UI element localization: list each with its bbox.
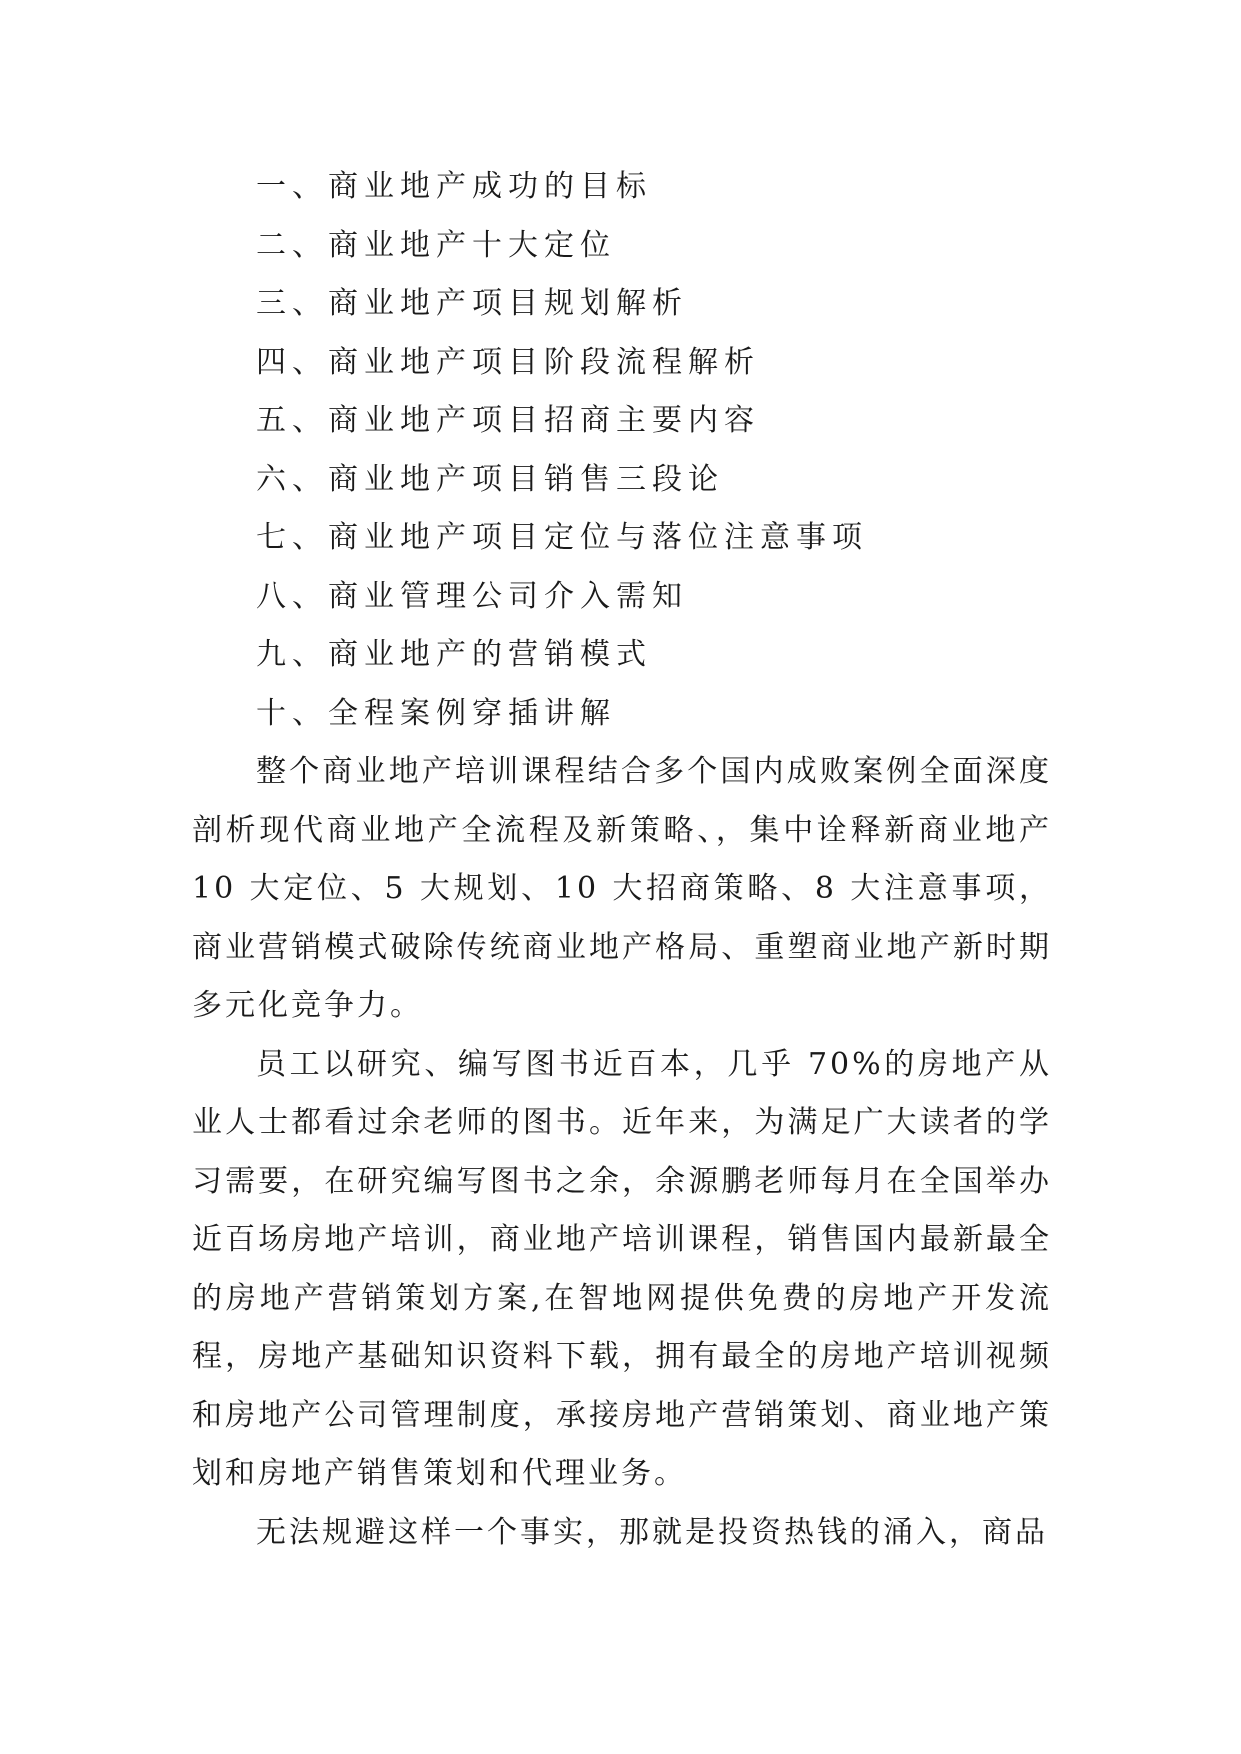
outline-item-7: 七、商业地产项目定位与落位注意事项 (256, 520, 868, 555)
document-body (192, 158, 1052, 1562)
course-outline-list (192, 158, 1052, 743)
paragraph-author-intro: 员工以研究、编写图书近百本，几乎 70%的房地产从业人士都看过余老师的图书。近年来，为满足广大读者的学习需要，在研究编写图书之余，余源鹏老师每月在全国举办近百场房地产培训，商业地产培训课程，销售国内最新最全的房地产营销策划方案,在智地网提供免费的房地产开发流程，房地产基础知识资料下载，拥有最全的房地产培训视频和房地产公司管理制度，承接房地产营销策划、商业地产策划和房地产销售策划和代理业务。 (192, 1046, 1052, 1491)
outline-item-5: 五、商业地产项目招商主要内容 (256, 403, 760, 438)
outline-item-8: 八、商业管理公司介入需知 (256, 578, 688, 614)
outline-item-2: 二、商业地产十大定位 (256, 227, 616, 263)
outline-item-4: 四、商业地产项目阶段流程解析 (256, 344, 760, 380)
outline-item-9: 九、商业地产的营销模式 (256, 637, 652, 672)
paragraph-course-summary: 整个商业地产培训课程结合多个国内成败案例全面深度剖析现代商业地产全流程及新策略、，集中诠释新商业地产 10 大定位、5 大规划、10 大招商策略、8 大注意事项，商业营销模式破除传统商业地产格局、重塑商业地产新时期多元化竞争力。 (192, 754, 1052, 1023)
outline-item-1: 一、商业地产成功的目标 (256, 169, 652, 204)
outline-item-3: 三、商业地产项目规划解析 (256, 286, 688, 321)
paragraph-continuation: 无法规避这样一个事实，那就是投资热钱的涌入，商品 (256, 1514, 1048, 1550)
outline-item-6: 六、商业地产项目销售三段论 (256, 461, 724, 497)
outline-item-10: 十、全程案例穿插讲解 (256, 695, 616, 731)
